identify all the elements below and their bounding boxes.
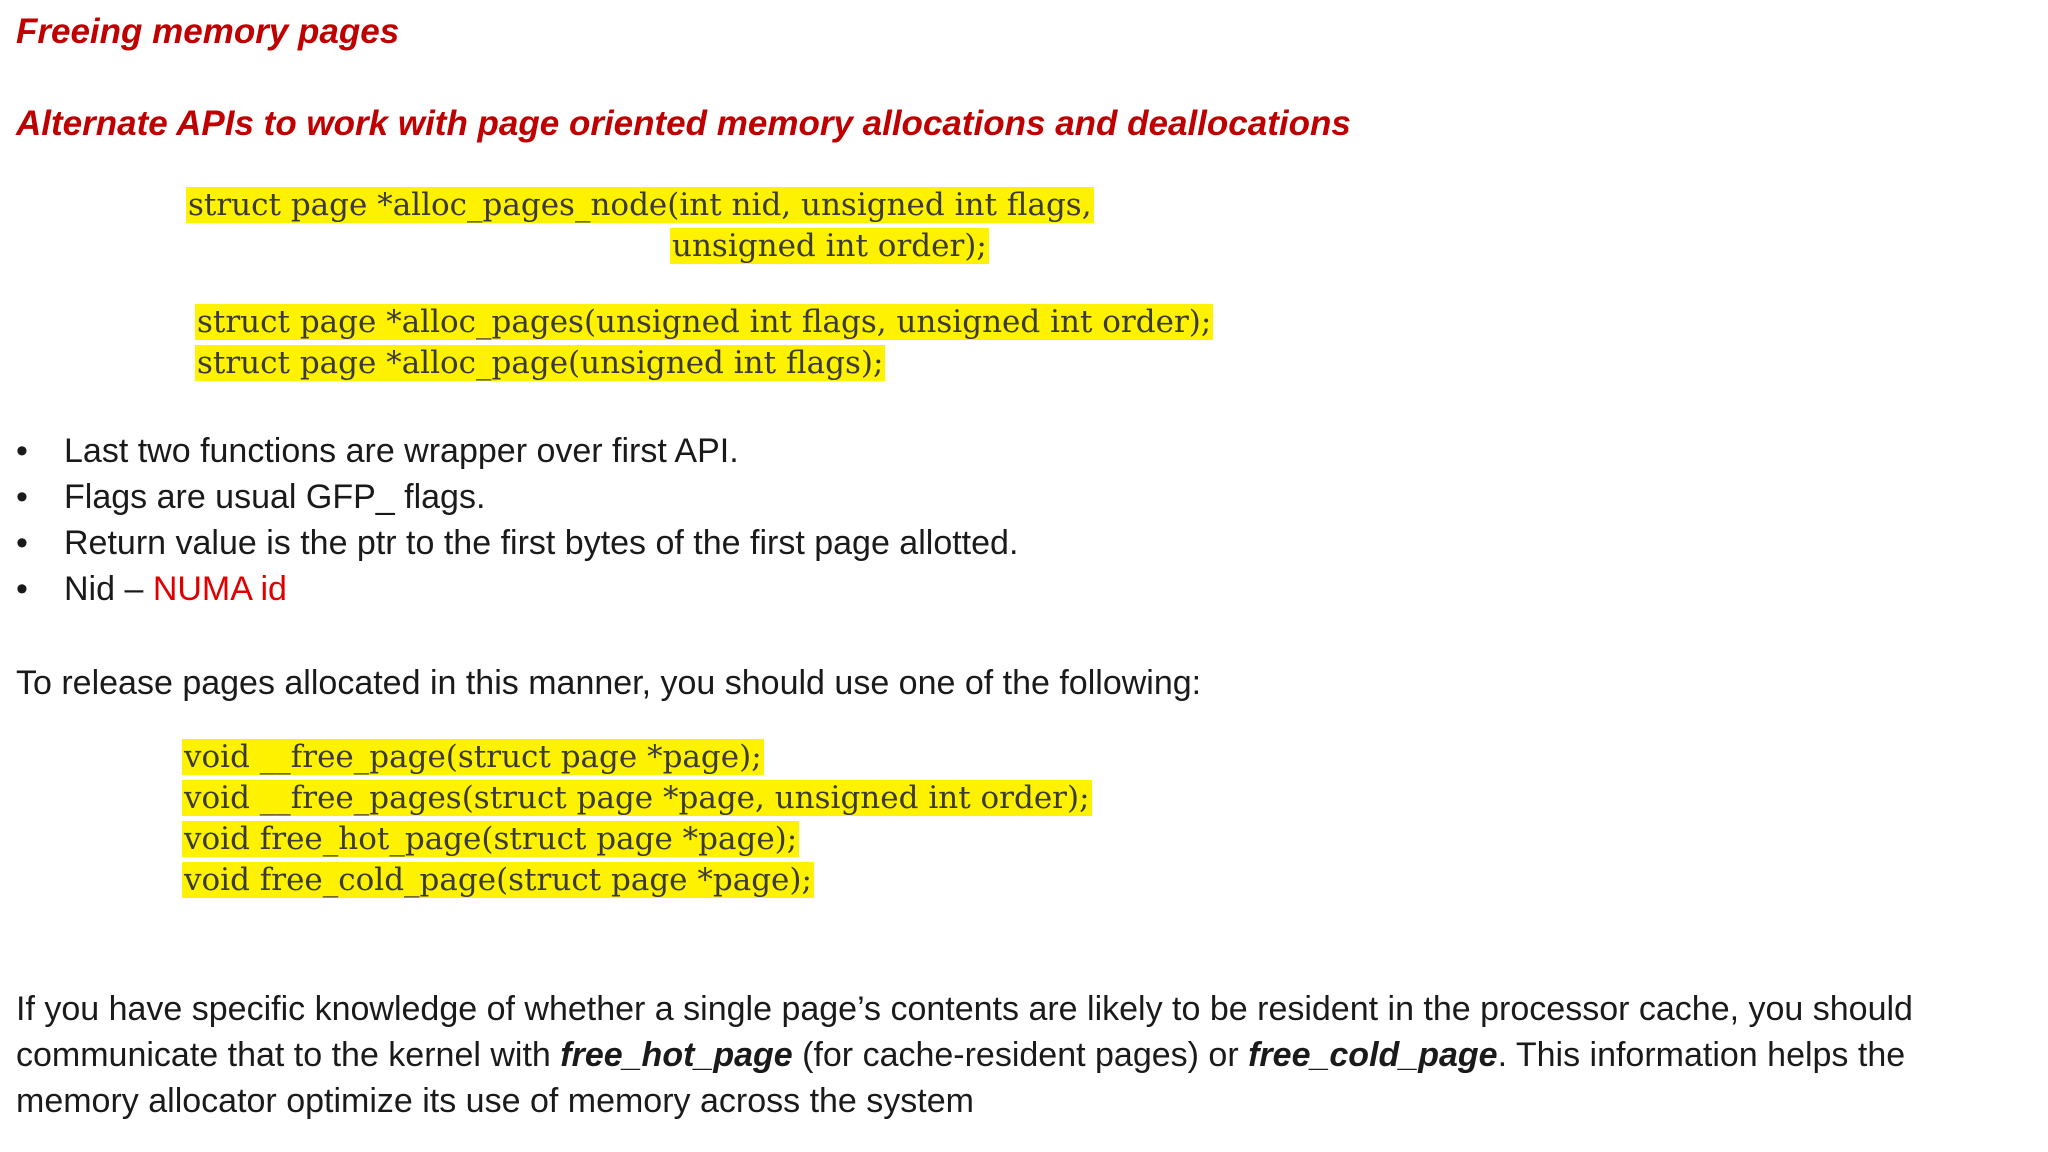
free-cold-page-term: free_cold_page [1248,1036,1498,1074]
paragraph-text: . This information helps the memory allocator optimize its use of memory across the system [16,1036,1906,1120]
code-text: void free_cold_page(struct page *page); [184,862,812,898]
list-item [16,520,1018,566]
bullet-marker: • [16,478,28,516]
code-block-alloc-wrappers [195,302,1213,384]
code-line [182,778,1092,819]
list-item [16,566,1018,612]
slide-title: Freeing memory pages [16,12,400,51]
bullet-marker: • [16,432,28,470]
code-line [182,819,1092,860]
hot-cold-paragraph [16,986,2016,1124]
code-line [182,737,1092,778]
code-text: void __free_page(struct page *page); [184,739,762,775]
paragraph-text: If you have specific knowledge of whether a single page’s contents are likely to be resident in the processor cache, you should communicate that to the kernel with [16,990,1913,1074]
bullet-marker: • [16,524,28,562]
bullet-list [16,428,1018,612]
code-text: void __free_pages(struct page *page, unsigned int order); [184,780,1090,816]
code-text: unsigned int order); [672,228,987,264]
code-block-alloc-pages-node [186,185,1094,267]
code-block-free-pages [182,737,1092,901]
bullet-text: Last two functions are wrapper over first API. [64,432,739,470]
bullet-marker: • [16,570,28,608]
bullet-text: Return value is the ptr to the first bytes of the first page allotted. [64,524,1019,562]
slide-subtitle: Alternate APIs to work with page oriented memory allocations and deallocations [16,104,1351,143]
list-item [16,428,1018,474]
code-text: struct page *alloc_pages_node(int nid, unsigned int flags, [188,187,1092,223]
code-line [182,860,1092,901]
code-line [195,302,1213,343]
code-line [186,226,1094,267]
code-line [195,343,1213,384]
code-text: struct page *alloc_page(unsigned int flags); [197,345,884,381]
bullet-text: Nid – [64,570,153,608]
bullet-text: Flags are usual GFP_ flags. [64,478,486,516]
list-item [16,474,1018,520]
free-hot-page-term: free_hot_page [560,1036,793,1074]
numa-id-highlight: NUMA id [152,570,287,608]
release-intro-text: To release pages allocated in this manner, you should use one of the following: [16,664,1202,702]
code-text: struct page *alloc_pages(unsigned int flags, unsigned int order); [197,304,1212,340]
code-line [186,185,1094,226]
code-text: void free_hot_page(struct page *page); [184,821,798,857]
paragraph-text: (for cache-resident pages) or [792,1036,1249,1074]
